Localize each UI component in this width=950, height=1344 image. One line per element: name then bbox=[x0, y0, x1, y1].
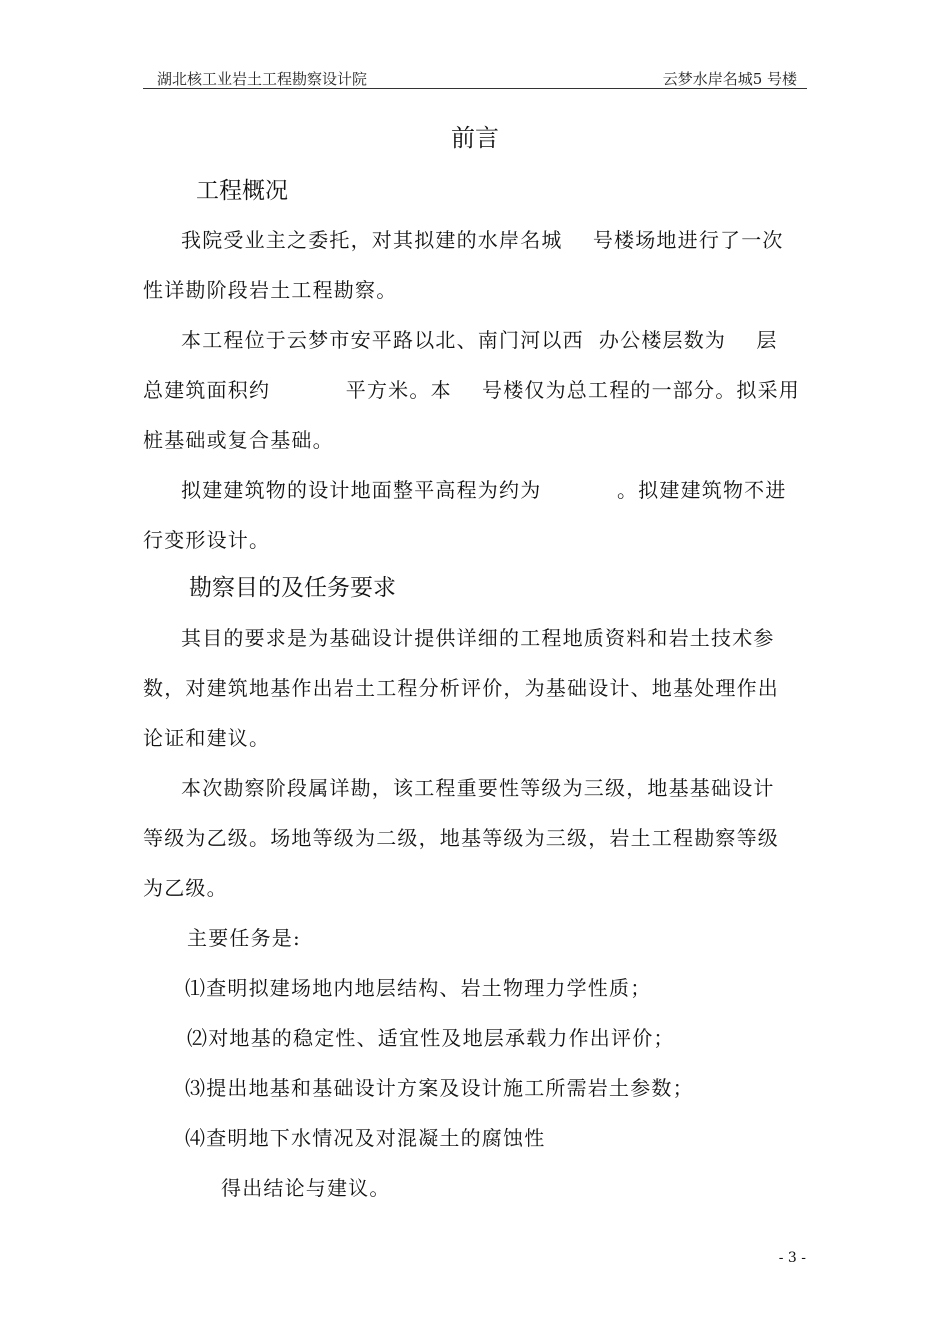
header-institute: 湖北核工业岩土工程勘察设计院 bbox=[157, 70, 368, 88]
header-project: 云梦水岸名城5 号楼 bbox=[662, 70, 797, 88]
paragraph-line: 本次勘察阶段属详勘，该工程重要性等级为三级，地基基础设计 bbox=[181, 776, 775, 800]
paragraph-line: 其目的要求是为基础设计提供详细的工程地质资料和岩土技术参 bbox=[181, 626, 775, 650]
paragraph-line: 得出结论与建议。 bbox=[221, 1176, 391, 1200]
paragraph-line: 本工程位于云梦市安平路以北、南门河以西 办公楼层数为 层 bbox=[181, 328, 778, 352]
section-heading-overview: 工程概况 bbox=[196, 178, 288, 204]
list-item: ⑵对地基的稳定性、适宜性及地层承载力作出评价； bbox=[187, 1026, 675, 1050]
section-heading-purpose: 勘察目的及任务要求 bbox=[189, 575, 396, 601]
page-title: 前言 bbox=[451, 124, 499, 152]
paragraph-line: 行变形设计。 bbox=[143, 528, 271, 552]
paragraph-line: 主要任务是: bbox=[187, 926, 301, 950]
list-item: ⑴查明拟建场地内地层结构、岩土物理力学性质； bbox=[185, 976, 652, 1000]
paragraph-line: 论证和建议。 bbox=[143, 726, 271, 750]
list-item: ⑷查明地下水情况及对混凝土的腐蚀性 bbox=[185, 1126, 546, 1150]
paragraph-line: 性详勘阶段岩土工程勘察。 bbox=[143, 278, 398, 302]
paragraph-line: 数，对建筑地基作出岩土工程分析评价，为基础设计、地基处理作出 bbox=[143, 676, 779, 700]
paragraph-line: 为乙级。 bbox=[143, 876, 228, 900]
page-number: - 3 - bbox=[778, 1250, 806, 1266]
paragraph-line: 我院受业主之委托，对其拟建的水岸名城 号楼场地进行了一次 bbox=[181, 228, 784, 252]
paragraph-line: 总建筑面积约 平方米。本 号楼仅为总工程的一部分。拟采用 bbox=[143, 378, 801, 402]
paragraph-line: 拟建建筑物的设计地面整平高程为约为 。拟建建筑物不进 bbox=[181, 478, 787, 502]
paragraph-line: 桩基础或复合基础。 bbox=[143, 428, 334, 452]
paragraph-line: 等级为乙级。场地等级为二级，地基等级为三级，岩土工程勘察等级 bbox=[143, 826, 779, 850]
list-item: ⑶提出地基和基础设计方案及设计施工所需岩土参数； bbox=[185, 1076, 694, 1100]
page-header bbox=[143, 66, 807, 89]
